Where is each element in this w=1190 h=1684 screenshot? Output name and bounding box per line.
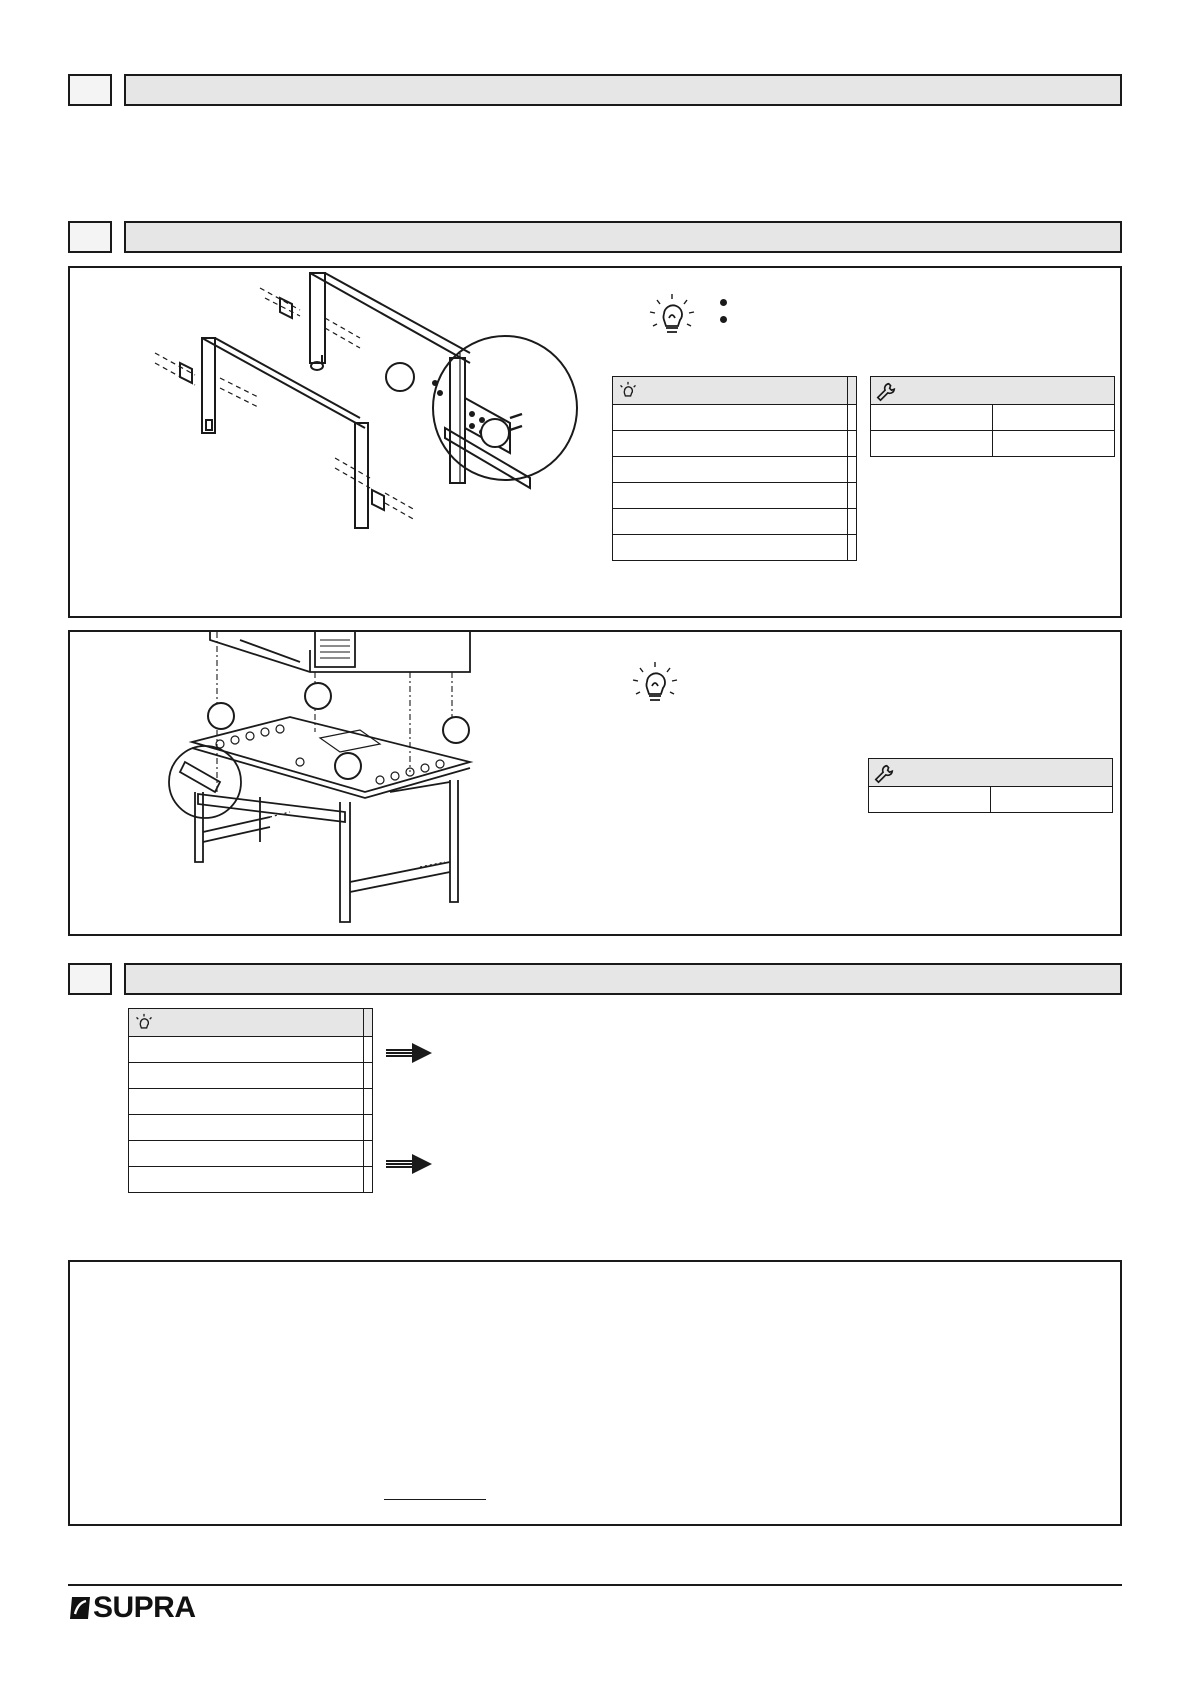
- notes-underline: [384, 1498, 486, 1500]
- table-cell: [613, 509, 848, 535]
- top-assembly-illustration: [160, 632, 560, 932]
- tools-table-header-cell: [869, 759, 1113, 787]
- frame-assembly-panel: [68, 266, 1122, 618]
- section-3-number-box: [68, 963, 112, 995]
- table-cell: [993, 431, 1115, 457]
- top-assembly-panel: [68, 630, 1122, 936]
- table-cell: [364, 1037, 373, 1063]
- table-cell: [613, 483, 848, 509]
- wrench-icon: [875, 381, 897, 403]
- table-cell: [848, 483, 857, 509]
- table-cell: [991, 787, 1113, 813]
- table-cell: [848, 405, 857, 431]
- table-cell: [129, 1115, 364, 1141]
- table-cell: [871, 431, 993, 457]
- lightbulb-icon: [133, 1013, 155, 1035]
- table-cell: [364, 1141, 373, 1167]
- frame-assembly-illustration: [110, 268, 630, 568]
- brand-logo: [68, 1590, 196, 1626]
- section-2-number-box: [68, 221, 112, 253]
- table-cell: [129, 1037, 364, 1063]
- table-cell: [129, 1089, 364, 1115]
- parts-table-header-cell: [364, 1009, 373, 1037]
- top-tools-table: [868, 758, 1113, 813]
- table-cell: [129, 1063, 364, 1089]
- callout-circle-b: [304, 682, 332, 710]
- callout-circle-2: [480, 418, 510, 448]
- tools-table-header-cell: [871, 377, 1115, 405]
- frame-tools-table: [870, 376, 1115, 457]
- callout-circle-1: [385, 362, 415, 392]
- notes-box: [68, 1260, 1122, 1526]
- arrow-right-icon: [386, 1153, 432, 1175]
- table-cell: [869, 787, 991, 813]
- section-2-title-bar: [124, 221, 1122, 253]
- table-cell: [848, 457, 857, 483]
- section-1-number-box: [68, 74, 112, 106]
- tip-bullet-2: [720, 316, 727, 323]
- tip-bullet-1: [720, 299, 727, 306]
- callout-circle-d: [442, 716, 470, 744]
- brand-name: SUPRA: [93, 1591, 196, 1624]
- table-cell: [871, 405, 993, 431]
- table-cell: [848, 509, 857, 535]
- table-cell: [613, 431, 848, 457]
- table-cell: [364, 1167, 373, 1193]
- table-cell: [848, 431, 857, 457]
- brand-leaf-icon: [68, 1595, 92, 1621]
- parts-table-header-icon-cell: [613, 377, 848, 405]
- callout-circle-c: [334, 752, 362, 780]
- table-cell: [364, 1089, 373, 1115]
- table-cell: [364, 1063, 373, 1089]
- lightbulb-icon: [630, 660, 680, 710]
- footer-rule: [68, 1584, 1122, 1586]
- lightbulb-icon: [617, 381, 639, 403]
- parts-table-header-cell: [848, 377, 857, 405]
- callout-circle-a: [207, 702, 235, 730]
- frame-parts-table: [612, 376, 857, 561]
- table-cell: [848, 535, 857, 561]
- table-cell: [613, 405, 848, 431]
- table-cell: [129, 1167, 364, 1193]
- table-cell: [613, 535, 848, 561]
- section-3-title-bar: [124, 963, 1122, 995]
- wrench-icon: [873, 763, 895, 785]
- table-cell: [129, 1141, 364, 1167]
- table-cell: [613, 457, 848, 483]
- section-3-parts-table: [128, 1008, 373, 1193]
- arrow-right-icon: [386, 1042, 432, 1064]
- lightbulb-icon: [647, 292, 697, 342]
- parts-table-header-icon-cell: [129, 1009, 364, 1037]
- table-cell: [364, 1115, 373, 1141]
- section-1-title-bar: [124, 74, 1122, 106]
- table-cell: [993, 405, 1115, 431]
